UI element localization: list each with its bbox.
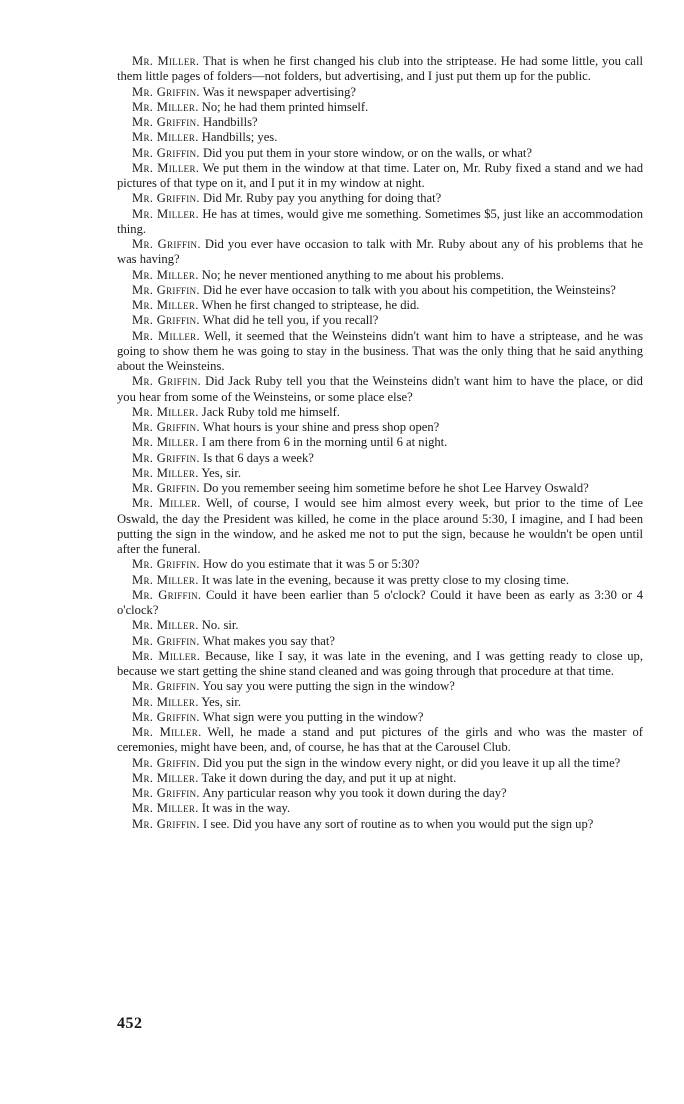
testimony-paragraph xyxy=(117,649,643,680)
speech-text: Could it have been earlier than 5 o'clock? Could it have been as early as 3:30 or 4 o'clock? xyxy=(117,587,643,617)
speech-text: What sign were you putting in the window? xyxy=(199,709,424,724)
speaker-label: Mr. Miller. xyxy=(132,770,199,785)
speaker-label: Mr. Miller. xyxy=(132,572,199,587)
testimony-paragraph xyxy=(117,146,643,161)
testimony-paragraph xyxy=(117,466,643,481)
testimony-paragraph xyxy=(117,313,643,328)
speaker-label: Mr. Griffin. xyxy=(132,237,201,251)
speaker-label: Mr. Griffin. xyxy=(132,679,200,694)
speaker-label: Mr. Griffin. xyxy=(132,313,200,328)
speaker-label: Mr. Griffin. xyxy=(132,786,200,800)
speaker-label: Mr. Miller. xyxy=(132,465,199,480)
testimony-paragraph xyxy=(117,85,643,100)
testimony-paragraph xyxy=(117,329,643,375)
testimony-paragraph xyxy=(117,771,643,786)
testimony-text xyxy=(117,54,643,832)
speaker-label: Mr. Griffin. xyxy=(132,816,200,831)
speaker-label: Mr. Griffin. xyxy=(132,374,201,389)
speaker-label: Mr. Miller. xyxy=(132,99,199,114)
testimony-paragraph xyxy=(117,679,643,694)
testimony-paragraph xyxy=(117,481,643,496)
speaker-label: Mr. Griffin. xyxy=(132,115,200,129)
speech-text: He has at times, would give me something. Sometimes $5, just like an accommodation thing. xyxy=(117,206,643,236)
testimony-paragraph xyxy=(117,54,643,85)
speech-text: What did he tell you, if you recall? xyxy=(199,313,379,328)
speech-text: No; he had them printed himself. xyxy=(198,99,369,114)
testimony-paragraph xyxy=(117,435,643,450)
speaker-label: Mr. Griffin. xyxy=(132,145,200,160)
testimony-paragraph xyxy=(117,451,643,466)
speech-text: Yes, sir. xyxy=(198,465,241,480)
speech-text: What hours is your shine and press shop open? xyxy=(199,420,440,434)
speech-text: You say you were putting the sign in the window? xyxy=(199,679,455,694)
speech-text: How do you estimate that it was 5 or 5:30? xyxy=(199,557,420,572)
speech-text: Any particular reason why you took it down during the day? xyxy=(199,786,507,800)
speaker-label: Mr. Miller. xyxy=(132,404,199,419)
speaker-label: Mr. Griffin. xyxy=(132,587,202,602)
speaker-label: Mr. Griffin. xyxy=(132,755,200,770)
speech-text: I am there from 6 in the morning until 6 at night. xyxy=(198,435,448,450)
speech-text: Is that 6 days a week? xyxy=(199,450,314,465)
speech-text: No. sir. xyxy=(198,618,239,633)
testimony-paragraph xyxy=(117,298,643,313)
speech-text: It was in the way. xyxy=(198,801,291,816)
testimony-paragraph xyxy=(117,695,643,710)
testimony-paragraph xyxy=(117,725,643,756)
speech-text: Handbills; yes. xyxy=(198,130,278,145)
speaker-label: Mr. Griffin. xyxy=(132,633,200,648)
testimony-paragraph xyxy=(117,100,643,115)
testimony-paragraph xyxy=(117,573,643,588)
testimony-paragraph xyxy=(117,283,643,298)
speech-text: Was it newspaper advertising? xyxy=(199,84,356,99)
speaker-label: Mr. Miller. xyxy=(132,130,199,145)
testimony-paragraph xyxy=(117,115,643,130)
speech-text: Did he ever have occasion to talk with you about his competition, the Weinsteins? xyxy=(199,282,616,297)
testimony-paragraph xyxy=(117,420,643,435)
speaker-label: Mr. Griffin. xyxy=(132,481,200,495)
testimony-paragraph xyxy=(117,237,643,268)
page-number: 452 xyxy=(117,1015,143,1032)
testimony-paragraph xyxy=(117,817,643,832)
speaker-label: Mr. Griffin. xyxy=(132,557,200,572)
speech-text: Well, of course, I would see him almost every week, but prior to the time of Lee Oswald, the day the President was killed, he come in the place around 5:30, I imagine, and I had been putting the sign in the window, and he asked me not to put the sign, because he wouldn't be open until after the funeral. xyxy=(117,496,643,556)
testimony-paragraph xyxy=(117,161,643,192)
speech-text: Jack Ruby told me himself. xyxy=(198,404,340,419)
speaker-label: Mr. Griffin. xyxy=(132,709,200,724)
speech-text: I see. Did you have any sort of routine as to when you would put the sign up? xyxy=(199,816,594,831)
testimony-paragraph xyxy=(117,557,643,572)
speech-text: Did you put them in your store window, or on the walls, or what? xyxy=(199,145,533,160)
testimony-paragraph xyxy=(117,634,643,649)
speaker-label: Mr. Griffin. xyxy=(132,84,200,99)
speech-text: Well, he made a stand and put pictures of the girls and who was the master of ceremonies, might have been, and, of course, he has that at the Carousel Club. xyxy=(117,725,643,755)
speech-text: No; he never mentioned anything to me about his problems. xyxy=(198,267,504,282)
speech-text: We put them in the window at that time. Later on, Mr. Ruby fixed a stand and we had pictures of that type on it, and I put it in my window at night. xyxy=(117,160,643,190)
speech-text: That is when he first changed his club into the striptease. He had some little, you call them little pages of folders—not folders, but advertising, and I just put them up for the public. xyxy=(117,54,644,84)
testimony-paragraph xyxy=(117,756,643,771)
testimony-paragraph xyxy=(117,207,643,238)
testimony-paragraph xyxy=(117,374,643,405)
speech-text: What makes you say that? xyxy=(199,633,335,648)
speaker-label: Mr. Griffin. xyxy=(132,420,200,434)
speech-text: Do you remember seeing him sometime before he shot Lee Harvey Oswald? xyxy=(199,481,589,495)
speaker-label: Mr. Miller. xyxy=(132,694,199,709)
speaker-label: Mr. Griffin. xyxy=(132,191,200,206)
testimony-paragraph xyxy=(117,496,643,557)
speaker-label: Mr. Miller. xyxy=(132,298,199,312)
speech-text: Well, it seemed that the Weinsteins didn't want him to have a striptease, and he was going to show them he was going to stay in the business. That was the only thing that he said anything about the Weinsteins. xyxy=(117,328,643,373)
speech-text: Because, like I say, it was late in the evening, and I was getting ready to close up, because we start getting the shine stand cleaned and was going through that procedure at that time. xyxy=(117,648,643,678)
testimony-paragraph xyxy=(117,405,643,420)
speech-text: Did you put the sign in the window every night, or did you leave it up all the time? xyxy=(199,755,621,770)
speaker-label: Mr. Miller. xyxy=(132,801,199,816)
speech-text: Did Jack Ruby tell you that the Weinsteins didn't want him to have the place, or did you hear from some of the Weinsteins, or some place else? xyxy=(117,374,643,404)
testimony-paragraph xyxy=(117,191,643,206)
speaker-label: Mr. Miller. xyxy=(132,496,201,511)
speech-text: Did you ever have occasion to talk with Mr. Ruby about any of his problems that he was having? xyxy=(117,237,643,267)
speaker-label: Mr. Miller. xyxy=(132,328,200,343)
testimony-paragraph xyxy=(117,130,643,145)
speech-text: Yes, sir. xyxy=(198,694,241,709)
testimony-paragraph xyxy=(117,618,643,633)
speech-text: Did Mr. Ruby pay you anything for doing that? xyxy=(199,191,442,206)
testimony-paragraph xyxy=(117,268,643,283)
speaker-label: Mr. Miller. xyxy=(132,648,201,663)
speaker-label: Mr. Griffin. xyxy=(132,450,200,465)
speaker-label: Mr. Miller. xyxy=(132,54,200,68)
testimony-paragraph xyxy=(117,801,643,816)
speaker-label: Mr. Miller. xyxy=(132,435,199,450)
speech-text: When he first changed to striptease, he did. xyxy=(198,298,420,312)
speech-text: It was late in the evening, because it was pretty close to my closing time. xyxy=(198,572,570,587)
speaker-label: Mr. Miller. xyxy=(132,267,199,282)
testimony-paragraph xyxy=(117,588,643,619)
speaker-label: Mr. Miller. xyxy=(132,618,199,633)
speaker-label: Mr. Griffin. xyxy=(132,282,200,297)
speaker-label: Mr. Miller. xyxy=(132,206,199,221)
testimony-paragraph xyxy=(117,786,643,801)
testimony-paragraph xyxy=(117,710,643,725)
speaker-label: Mr. Miller. xyxy=(132,725,202,739)
speaker-label: Mr. Miller. xyxy=(132,160,200,175)
speech-text: Handbills? xyxy=(199,115,258,129)
speech-text: Take it down during the day, and put it up at night. xyxy=(198,770,457,785)
